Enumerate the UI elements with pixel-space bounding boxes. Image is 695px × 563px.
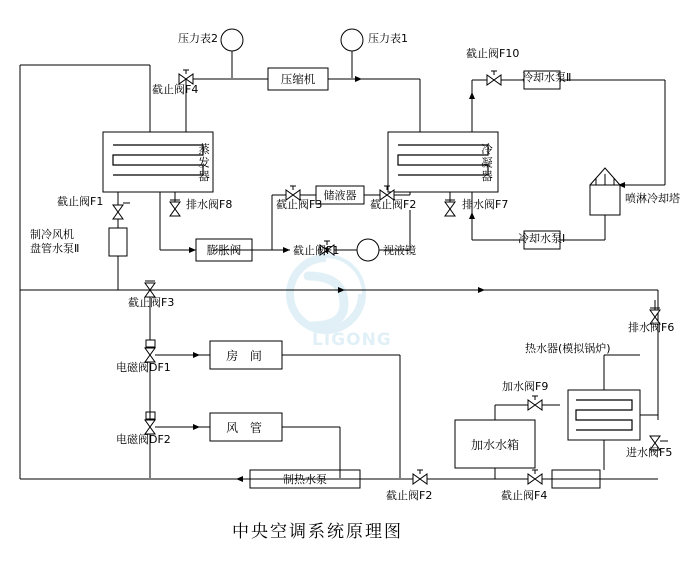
fan-coil-water-pump-2-box [109,228,127,256]
heating-water-pump-label [552,470,600,488]
pressure-gauge-1-icon [341,29,363,51]
stop-valve-f2-bottom-label: 截止阀F2 [386,489,433,502]
stop-valve-f4-bottom-label: 截止阀F4 [501,489,548,502]
inlet-valve-f5-label: 进水阀F5 [626,446,673,459]
fan-coil-water-pump-2-label: 制冷风机 盘管水泵Ⅱ [30,228,80,255]
pressure-gauge-2-label: 压力表2 [178,32,218,45]
solenoid-valve-df2-label: 电磁阀DF2 [116,433,171,446]
water-heater-box [568,390,640,440]
drain-valve-f8-label: 排水阀F8 [186,198,233,211]
liquid-receiver-label: 储液器 [323,189,357,202]
evaporator-label: 蒸发器 [197,142,211,184]
condenser-label: 冷凝器 [480,142,494,184]
compressor-label: 压缩机 [280,72,316,86]
stop-valve-f2-mid-label: 截止阀F2 [370,198,417,211]
cooling-water-pump-2-label: 冷却水泵Ⅱ [522,71,572,84]
fan-coil-water-pump-1-label: 制热水泵 [283,473,327,486]
solenoid-valve-df1-label: 电磁阀DF1 [116,361,171,374]
stop-valve-f1-mid-label: 截止阀F1 [293,244,340,257]
watermark-text: LIGONG [312,330,392,350]
stop-valve-f1-left-label: 截止阀F1 [57,195,104,208]
stop-valve-f10-label: 截止阀F10 [466,47,520,60]
stop-valve-f4-label: 截止阀F4 [152,83,199,96]
pressure-gauge-1-label: 压力表1 [368,32,408,45]
sight-glass-label: 视液镜 [383,244,416,257]
stop-valve-f3-mid-label: 截止阀F3 [276,198,323,211]
diagram-title: 中央空调系统原理图 [232,522,403,542]
expansion-valve-label: 膨胀阀 [206,243,242,257]
fill-valve-f9-label: 加水阀F9 [502,380,549,393]
water-heater-label: 热水器(模拟锅炉) [525,342,611,355]
room-label: 房 间 [226,348,266,363]
stop-valve-f3-left-label: 截止阀F3 [128,296,175,309]
spray-cooling-tower-box [590,185,620,215]
feed-water-tank-label: 加水水箱 [470,437,519,452]
drain-valve-f7-label: 排水阀F7 [462,198,509,211]
air-duct-label: 风 管 [226,420,266,435]
cooling-water-pump-1-label: 冷却水泵Ⅰ [518,232,566,245]
spray-cooling-tower-label: 喷淋冷却塔 [625,192,680,205]
sight-glass-icon [357,239,379,261]
drain-valve-f6-label: 排水阀F6 [628,321,675,334]
pressure-gauge-2-icon [221,29,243,51]
